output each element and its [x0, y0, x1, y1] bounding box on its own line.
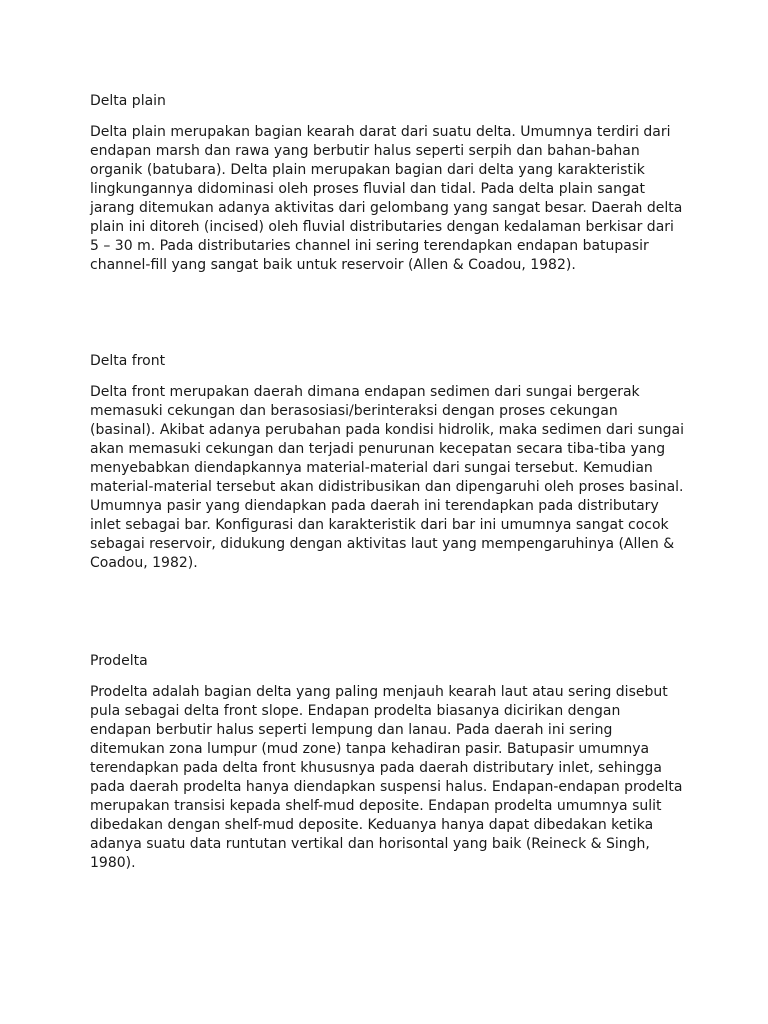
paragraph-line: pada daerah prodelta hanya diendapkan suspensi halus. Endapan-endapan prodelta — [90, 779, 683, 795]
paragraph-line: lingkungannya didominasi oleh proses fluvial dan tidal. Pada delta plain sangat — [90, 181, 645, 197]
paragraph-line: Delta front merupakan daerah dimana endapan sedimen dari sungai bergerak — [90, 384, 640, 400]
paragraph-line: menyebabkan diendapkannya material-material dari sungai tersebut. Kemudian — [90, 460, 653, 476]
section-delta-plain — [90, 92, 690, 275]
paragraph-line: merupakan transisi kepada shelf-mud deposite. Endapan prodelta umumnya sulit — [90, 798, 662, 814]
paragraph-line: memasuki cekungan dan berasosiasi/berinteraksi dengan proses cekungan — [90, 403, 618, 419]
section-heading: Delta plain — [90, 93, 166, 109]
paragraph-line: sebagai reservoir, didukung dengan aktivitas laut yang mempengaruhinya (Allen & — [90, 536, 675, 552]
paragraph-line: 1980). — [90, 855, 136, 871]
paragraph-line: (basinal). Akibat adanya perubahan pada kondisi hidrolik, maka sedimen dari sungai — [90, 422, 685, 438]
paragraph-line: Coadou, 1982). — [90, 555, 198, 571]
paragraph-line: organik (batubara). Delta plain merupakan bagian dari delta yang karakteristik — [90, 162, 645, 178]
paragraph-line: pula sebagai delta front slope. Endapan prodelta biasanya dicirikan dengan — [90, 703, 621, 719]
section-prodelta — [90, 652, 690, 873]
paragraph-line: terendapkan pada delta front khususnya pada daerah distributary inlet, sehingga — [90, 760, 662, 776]
paragraph-line: adanya suatu data runtutan vertikal dan horisontal yang baik (Reineck & Singh, — [90, 836, 650, 852]
paragraph-line: 5 – 30 m. Pada distributaries channel ini sering terendapkan endapan batupasir — [90, 238, 649, 254]
paragraph-line: Delta plain merupakan bagian kearah darat dari suatu delta. Umumnya terdiri dari — [90, 124, 671, 140]
paragraph-line: dibedakan dengan shelf-mud deposite. Keduanya hanya dapat dibedakan ketika — [90, 817, 654, 833]
paragraph-line: Umumnya pasir yang diendapkan pada daerah ini terendapkan pada distributary — [90, 498, 659, 514]
paragraph-line: jarang ditemukan adanya aktivitas dari gelombang yang sangat besar. Daerah delta — [90, 200, 683, 216]
paragraph-line: Prodelta adalah bagian delta yang paling menjauh kearah laut atau sering disebut — [90, 684, 668, 700]
paragraph-line: inlet sebagai bar. Konfigurasi dan karakteristik dari bar ini umumnya sangat cocok — [90, 517, 669, 533]
section-paragraph — [90, 683, 690, 873]
paragraph-line: ditemukan zona lumpur (mud zone) tanpa kehadiran pasir. Batupasir umumnya — [90, 741, 650, 757]
paragraph-line: akan memasuki cekungan dan terjadi penurunan kecepatan secara tiba-tiba yang — [90, 441, 666, 457]
paragraph-line: plain ini ditoreh (incised) oleh fluvial distributaries dengan kedalaman berkisar dari — [90, 219, 674, 235]
paragraph-line: material-material tersebut akan didistribusikan dan dipengaruhi oleh proses basinal. — [90, 479, 684, 495]
section-delta-front — [90, 352, 690, 573]
section-paragraph — [90, 383, 690, 573]
paragraph-line: endapan marsh dan rawa yang berbutir halus seperti serpih dan bahan-bahan — [90, 143, 640, 159]
section-heading: Delta front — [90, 353, 166, 369]
section-heading: Prodelta — [90, 653, 148, 669]
section-paragraph — [90, 123, 690, 275]
paragraph-line: endapan berbutir halus seperti lempung dan lanau. Pada daerah ini sering — [90, 722, 613, 738]
paragraph-line: channel-fill yang sangat baik untuk reservoir (Allen & Coadou, 1982). — [90, 257, 576, 273]
